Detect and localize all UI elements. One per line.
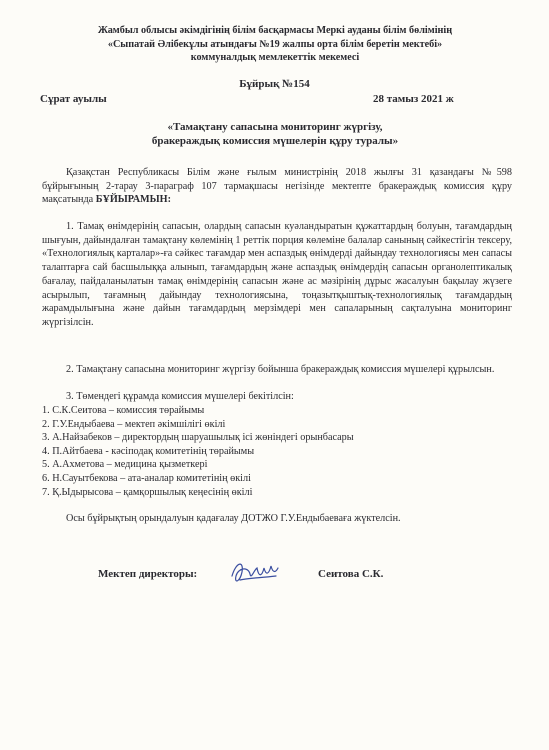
order-date: 28 тамыз 2021 ж: [373, 93, 454, 105]
header-line-2: «Сыпатай Әлібекұлы атындағы №19 жалпы орта білім беретін мектебі»: [107, 38, 443, 50]
list-item: 2. Г.У.Ендыбаева – мектеп әкімшілігі өкілі: [42, 418, 226, 430]
order-title: [100, 120, 450, 148]
header-line-1: Жамбыл облысы әкімдігінің білім басқармасы Меркі ауданы білім бөлімінің: [97, 25, 453, 36]
list-item: 5. А.Ахметова – медицина қызметкері: [42, 459, 208, 471]
header-line-3: коммуналдық мемлекеттік мекемесі: [190, 52, 360, 63]
control-paragraph: Осы бұйрықтың орындалуын қадағалау ДОТЖО Г.У.Ендыбаеваға жүктелсін.: [66, 513, 401, 524]
handwritten-signature: [226, 556, 282, 590]
paragraph-3: 3. Төмендегі құрамда комиссия мүшелері бекітілсін:: [66, 391, 294, 402]
members-list: [42, 404, 512, 499]
intro-text: Қазақстан Республикасы Білім және ғылым министрінің 2018 жылғы 31 қазандағы №598 бұйрығының 2-тарау 3-параграф 107 тармақшасы негізінде мектепте бракераждық комиссия құру мақсатында: [42, 167, 512, 206]
order-place: Сұрат ауылы: [40, 93, 107, 105]
title-line-1: «Тамақтану сапасына мониторинг жүргізу,: [167, 121, 383, 133]
signatory-name: Сеитова С.К.: [318, 568, 384, 580]
paragraph-1: 1. Тамақ өнімдерінің сапасын, олардың сапасын куәландыратын құжаттардың болуын, тағамдардың шығуын, дайындалған тамақтану көлемінің 1 реттік порция көлеміне балалар санының сәйкестігін тексеру, «Технологиялық карталар»-ға сәйкес тағамдар мен аспаздық өнімдерді дайындау технологиясы мен сапасы талаптарға сай басшылыққа алынып, тағамдардың және аспаздық өнімдердің сапасын органолептикалық бағалау, пайдаланылатын тамақ өнімдерінің сапасын және ас мәзірінің дұрыс жасалуын бақылау жүзеге асырылып, тағамның дайындау технологиясына, тоңазытқыштық-технологиялық тағамдардың жарамдылығына және дайын тағамдардың мерзімдері мен сапаларының сақталуына мониторинг жүргізілсін.: [42, 221, 512, 328]
paragraph-2: 2. Тамақтану сапасына мониторинг жүргізу бойынша бракераждық комиссия мүшелері құрылсын.: [66, 364, 495, 375]
title-line-2: бракераждық комиссия мүшелерін құру туралы»: [151, 135, 399, 147]
list-item: 3. А.Найзабеков – директордың шаруашылық ісі жөніндегі орынбасары: [42, 432, 354, 444]
signatory-title: Мектеп директоры:: [98, 568, 198, 580]
list-item: 1. С.К.Сеитова – комиссия төрайымы: [42, 405, 205, 416]
order-number: Бұйрық №154: [239, 78, 310, 90]
intro-paragraph: [42, 166, 512, 207]
decree-word: БҰЙЫРАМЫН:: [95, 194, 171, 206]
list-item: 7. Қ.Ыдырысова – қамқоршылық кеңесінің өкілі: [42, 486, 253, 498]
institution-header: [40, 24, 510, 65]
list-item: 6. Н.Сауытбекова – ата-аналар комитетінің өкілі: [42, 472, 251, 484]
list-item: 4. П.Айтбаева - кәсіподақ комитетінің төрайымы: [42, 445, 255, 457]
